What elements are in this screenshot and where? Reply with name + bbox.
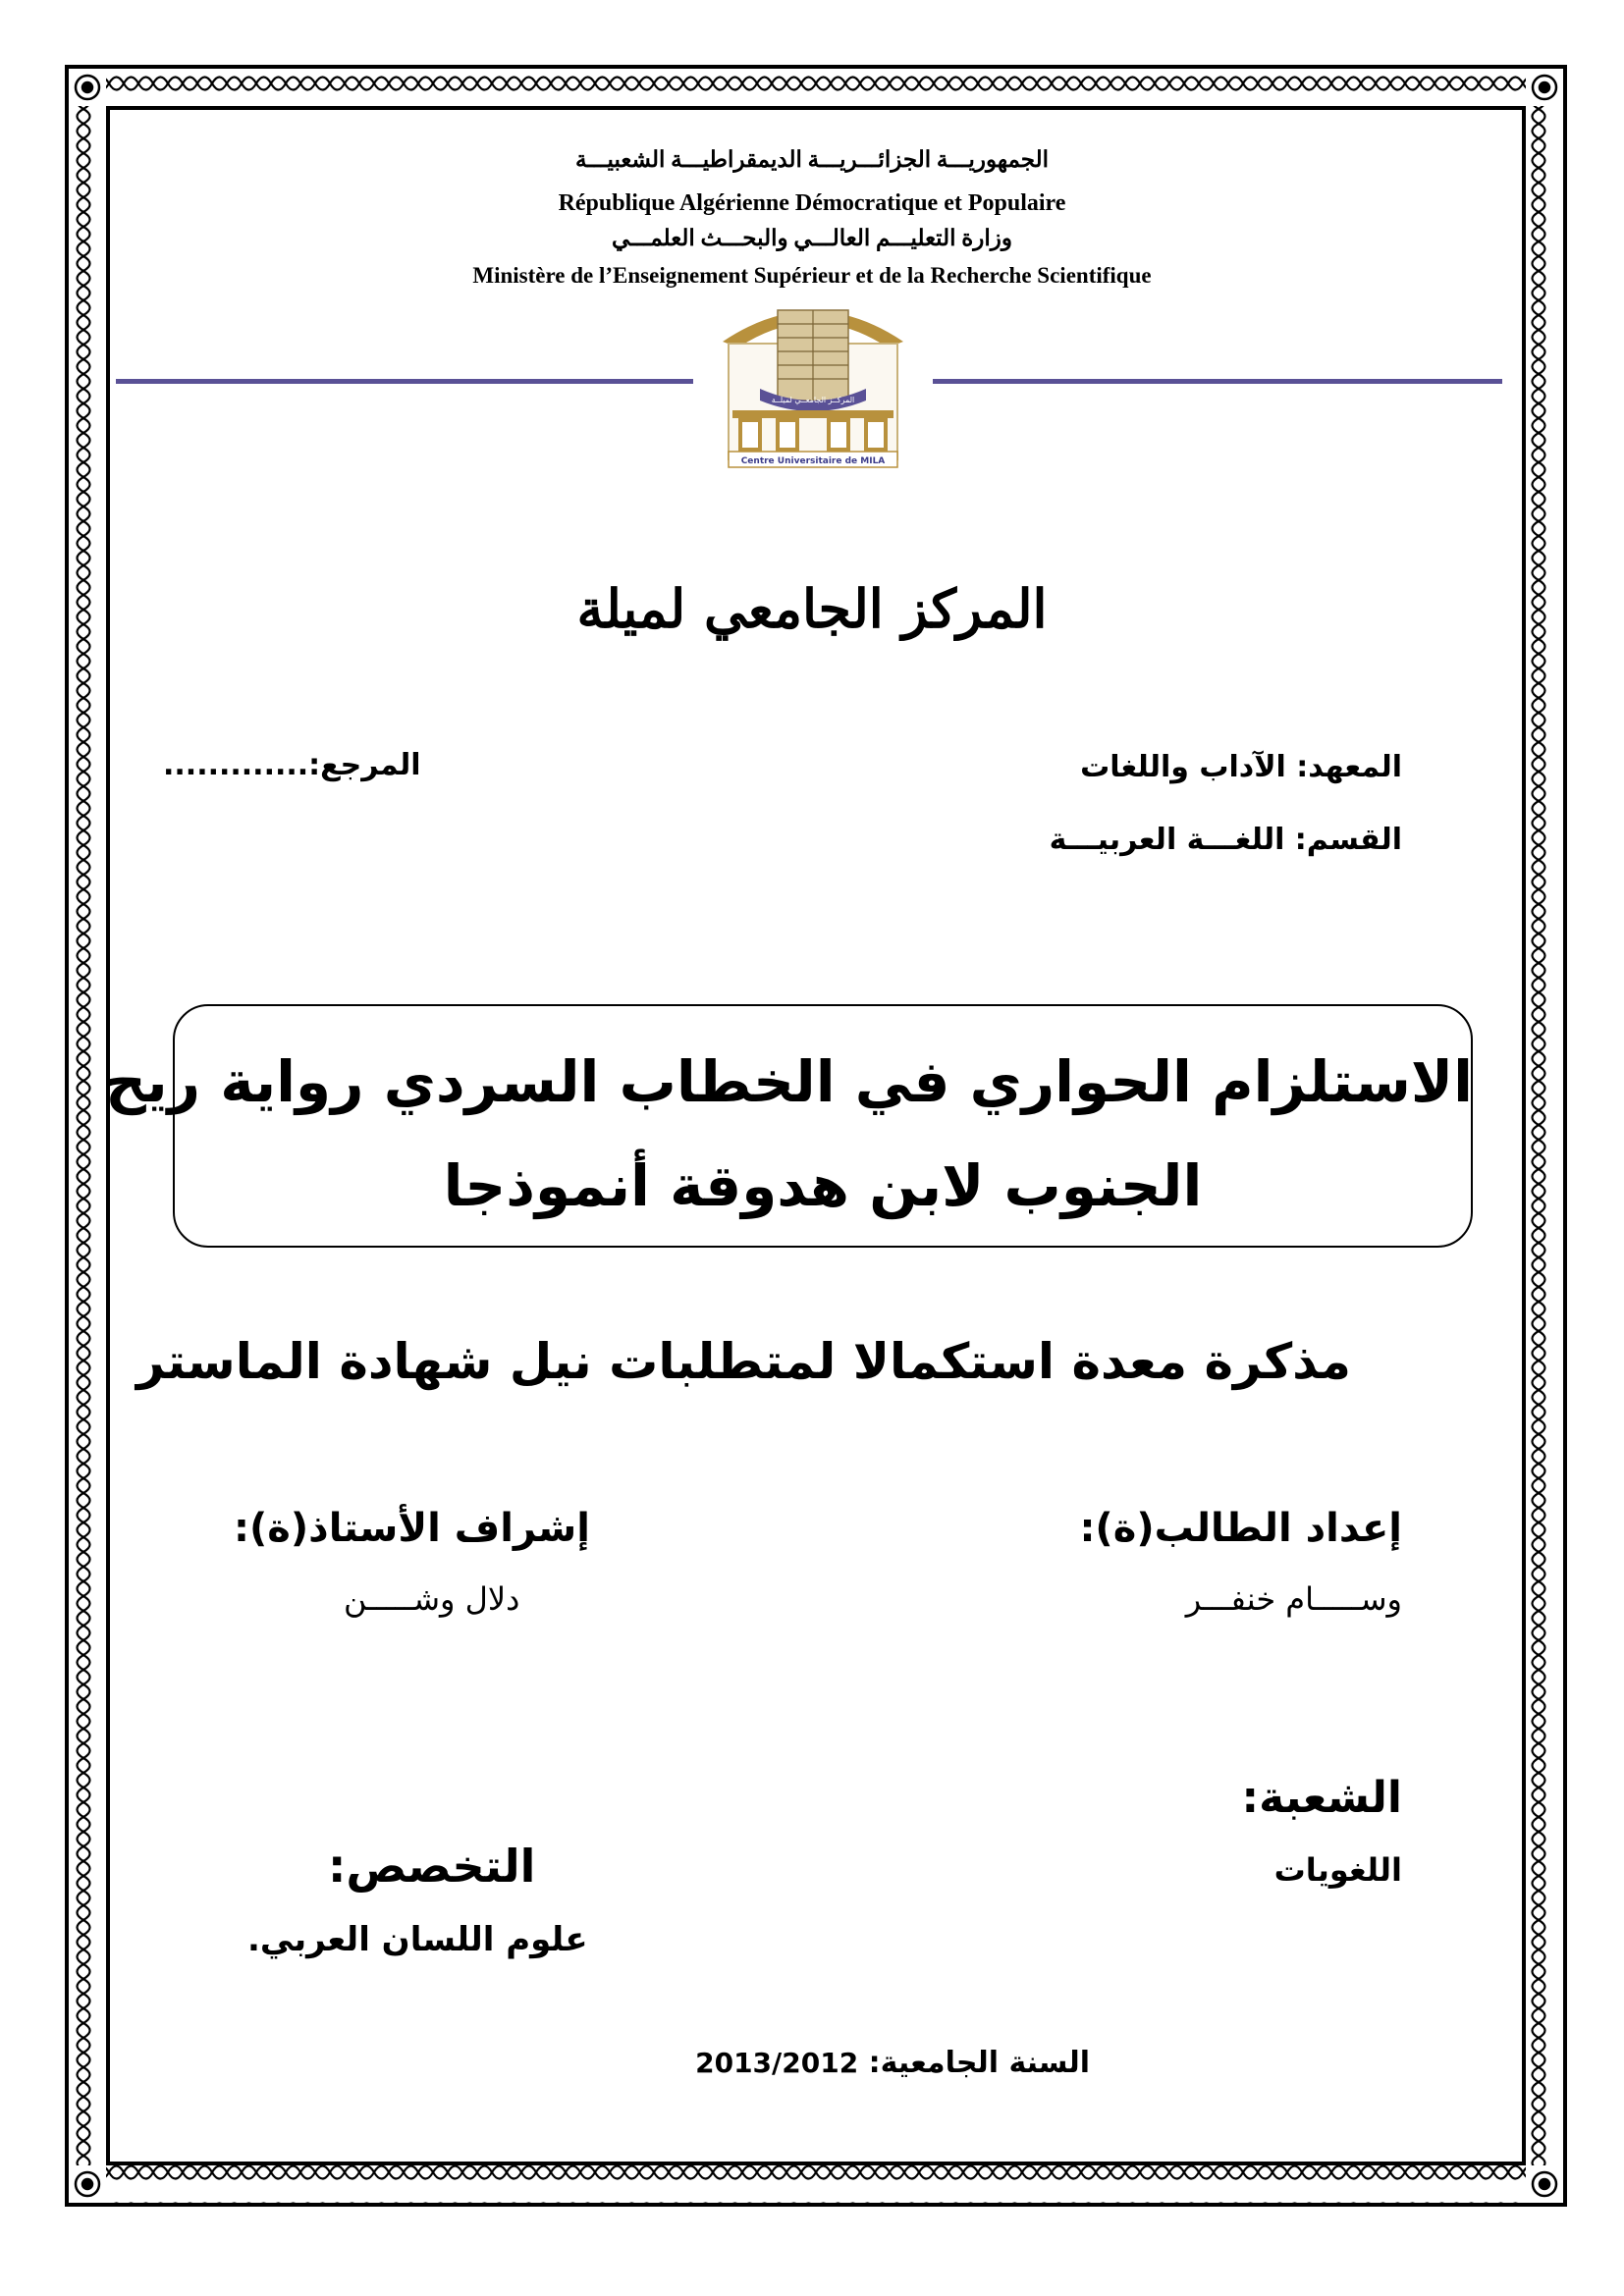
department-label: القسم: اللغـــة العربيـــة (1049, 823, 1402, 857)
supervisor-label: إشراف الأستاذ(ة): (234, 1506, 590, 1551)
university-logo (715, 287, 911, 469)
branch-label: الشعبة: (1241, 1773, 1402, 1823)
republic-french: République Algérienne Démocratique et Populaire (558, 190, 1066, 216)
logo-banner-text: المركــز الجامعــي لميلــة (771, 396, 855, 404)
header-rule-right (933, 379, 1502, 384)
supervisor-name: دلال وشـــــن (344, 1580, 520, 1618)
ministry-arabic: وزارة التعليـــم العالـــي والبحـــث العلمـــي (611, 226, 1013, 250)
academic-year-label: السنة الجامعية: (868, 2046, 1090, 2080)
student-name: وســـــام خنفـــر (1185, 1580, 1402, 1618)
academic-year (687, 2046, 1090, 2080)
ministry-french: Ministère de l’Enseignement Supérieur et de la Recherche Scientifique (472, 263, 1152, 288)
thesis-title-line1: الاستلزام الحواري في الخطاب السردي رواية ريح (105, 1048, 1473, 1115)
republic-arabic: الجمهوريـــة الجزائـــريـــة الديمقراطيـــة الشعبيـــة (574, 147, 1050, 172)
reference-label: المرجع:............. (163, 748, 421, 782)
logo-caption: Centre Universitaire de MILA (740, 456, 886, 466)
academic-year-value: 2013/2012 (695, 2047, 859, 2079)
specialty-label: التخصص: (328, 1840, 536, 1893)
branch-value: اللغويات (1273, 1851, 1402, 1889)
student-label: إعداد الطالب(ة): (1079, 1506, 1402, 1551)
institute-label: المعهد: الآداب واللغات (1080, 750, 1402, 784)
specialty-value: علوم اللسان العربي. (247, 1920, 588, 1959)
thesis-subtitle: مذكرة معدة استكمالا لمتطلبات نيل شهادة الماستر (136, 1333, 1351, 1390)
thesis-title-line2: الجنوب لابن هدوقة أنموذجا (443, 1152, 1203, 1219)
institution-name: المركز الجامعي لميلة (576, 577, 1048, 640)
header-rule-left (116, 379, 693, 384)
